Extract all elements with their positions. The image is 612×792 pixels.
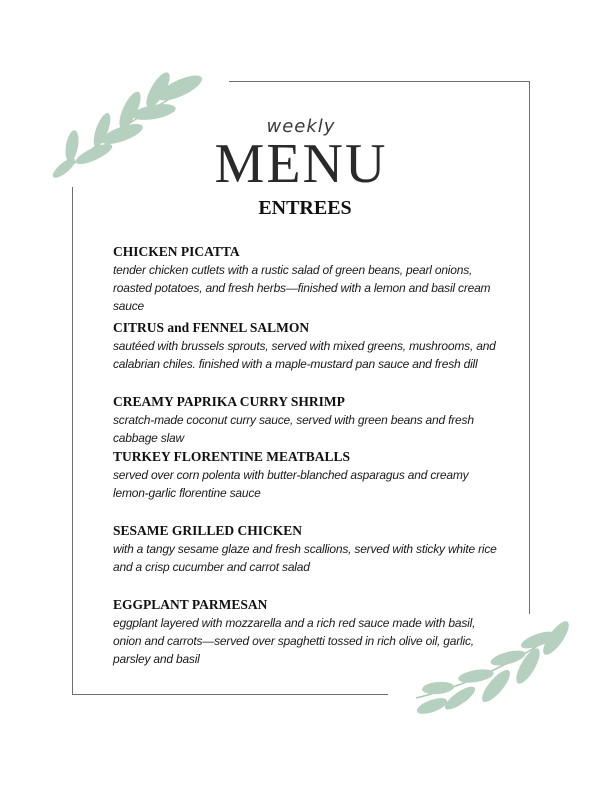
menu-item-description: served over corn polenta with butter-blanched asparagus and creamy lemon-garlic florentine sauce — [113, 468, 469, 500]
menu-item-name: CITRUS and FENNEL SALMON — [113, 320, 310, 335]
menu-item — [113, 320, 498, 373]
menu-title: MENU — [214, 133, 388, 195]
menu-item-name: TURKEY FLORENTINE MEATBALLS — [113, 449, 351, 464]
menu-item — [113, 394, 498, 447]
section-title: ENTREES — [258, 197, 352, 219]
menu-item-description: with a tangy sesame glaze and fresh scallions, served with sticky white rice and a crisp cucumber and carrot salad — [113, 542, 497, 574]
menu-item-description: tender chicken cutlets with a rustic salad of green beans, pearl onions, roasted potatoes, and fresh herbs—finished with a lemon and basil cream sauce — [113, 263, 491, 313]
menu-item-name: CREAMY PAPRIKA CURRY SHRIMP — [113, 394, 345, 409]
menu-item — [113, 523, 498, 576]
menu-item — [113, 449, 498, 502]
menu-item-description: scratch-made coconut curry sauce, served with green beans and fresh cabbage slaw — [113, 413, 474, 445]
menu-item-name: SESAME GRILLED CHICKEN — [113, 523, 303, 538]
menu-item-name: EGGPLANT PARMESAN — [113, 597, 268, 612]
menu-item — [113, 244, 498, 315]
menu-item-name: CHICKEN PICATTA — [113, 244, 240, 259]
frame-left-border — [72, 187, 73, 695]
menu-item-description: eggplant layered with mozzarella and a rich red sauce made with basil, onion and carrots—served over spaghetti tossed in rich olive oil, garlic, parsley and basil — [113, 616, 476, 666]
menu-item-description: sautéed with brussels sprouts, served with mixed greens, mushrooms, and calabrian chiles. finished with a maple-mustard pan sauce and fresh dill — [113, 339, 496, 371]
menu-eyebrow: weekly — [266, 116, 336, 137]
frame-bottom-border — [72, 694, 388, 695]
menu-item — [113, 597, 498, 668]
frame-top-border — [229, 81, 530, 82]
